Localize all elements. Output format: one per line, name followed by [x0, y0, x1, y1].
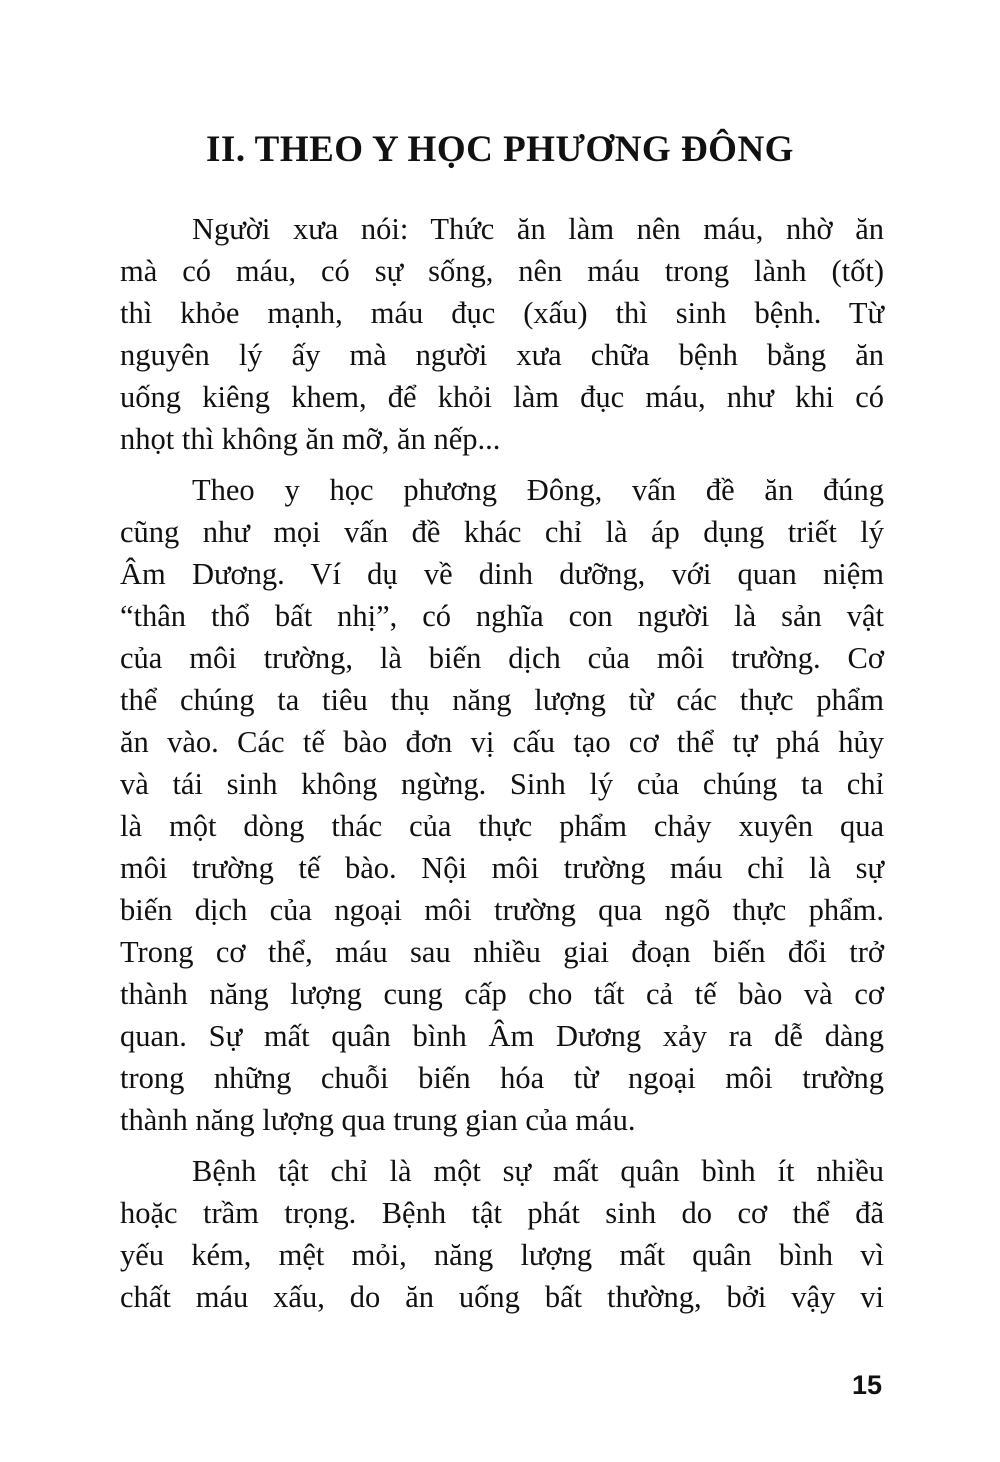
text-line: thể chúng ta tiêu thụ năng lượng từ các thực phẩm: [120, 683, 884, 717]
text-line: yếu kém, mệt mỏi, năng lượng mất quân bình vì: [120, 1238, 884, 1272]
text-line: nhọt thì không ăn mỡ, ăn nếp...: [120, 422, 501, 456]
text-line: uống kiêng khem, để khỏi làm đục máu, như khi có: [120, 380, 884, 414]
text-line: thì khỏe mạnh, máu đục (xấu) thì sinh bệnh. Từ: [120, 296, 884, 330]
text-line: thành năng lượng cung cấp cho tất cả tế bào và cơ: [120, 977, 884, 1011]
section-heading: II. THEO Y HỌC PHƯƠNG ĐÔNG: [206, 129, 794, 170]
text-line: thành năng lượng qua trung gian của máu.: [120, 1103, 636, 1137]
text-line: “thân thổ bất nhị”, có nghĩa con người là sản vật: [120, 599, 884, 633]
text-line: Theo y học phương Đông, vấn đề ăn đúng: [192, 473, 884, 507]
text-line: nguyên lý ấy mà người xưa chữa bệnh bằng ăn: [120, 338, 884, 372]
text-line: cũng như mọi vấn đề khác chỉ là áp dụng triết lý: [120, 515, 884, 549]
text-line: mà có máu, có sự sống, nên máu trong lành (tốt): [120, 254, 884, 288]
text-line: của môi trường, là biến dịch của môi trường. Cơ: [120, 641, 884, 675]
page-number: 15: [851, 1370, 882, 1400]
text-line: quan. Sự mất quân bình Âm Dương xảy ra dễ dàng: [120, 1019, 884, 1053]
text-line: hoặc trầm trọng. Bệnh tật phát sinh do cơ thể đã: [120, 1196, 884, 1230]
text-line: Âm Dương. Ví dụ về dinh dưỡng, với quan niệm: [120, 557, 884, 591]
text-line: chất máu xấu, do ăn uống bất thường, bởi vậy vi: [120, 1280, 884, 1314]
text-line: là một dòng thác của thực phẩm chảy xuyên qua: [120, 809, 884, 843]
text-line: ăn vào. Các tế bào đơn vị cấu tạo cơ thể tự phá hủy: [120, 725, 884, 759]
text-line: Trong cơ thể, máu sau nhiều giai đoạn biến đổi trở: [120, 935, 884, 969]
paragraph-2: [120, 469, 884, 1141]
text-line: trong những chuỗi biến hóa từ ngoại môi trường: [120, 1061, 884, 1095]
text-line: Bệnh tật chỉ là một sự mất quân bình ít nhiều: [192, 1154, 884, 1188]
text-line: Người xưa nói: Thức ăn làm nên máu, nhờ ăn: [192, 212, 884, 246]
text-line: và tái sinh không ngừng. Sinh lý của chúng ta chỉ: [120, 767, 884, 801]
paragraph-3: [120, 1150, 884, 1318]
paragraph-1: [120, 208, 884, 460]
text-line: môi trường tế bào. Nội môi trường máu chỉ là sự: [120, 851, 884, 885]
body-text: [120, 208, 884, 1318]
text-line: biến dịch của ngoại môi trường qua ngõ thực phẩm.: [120, 893, 884, 927]
